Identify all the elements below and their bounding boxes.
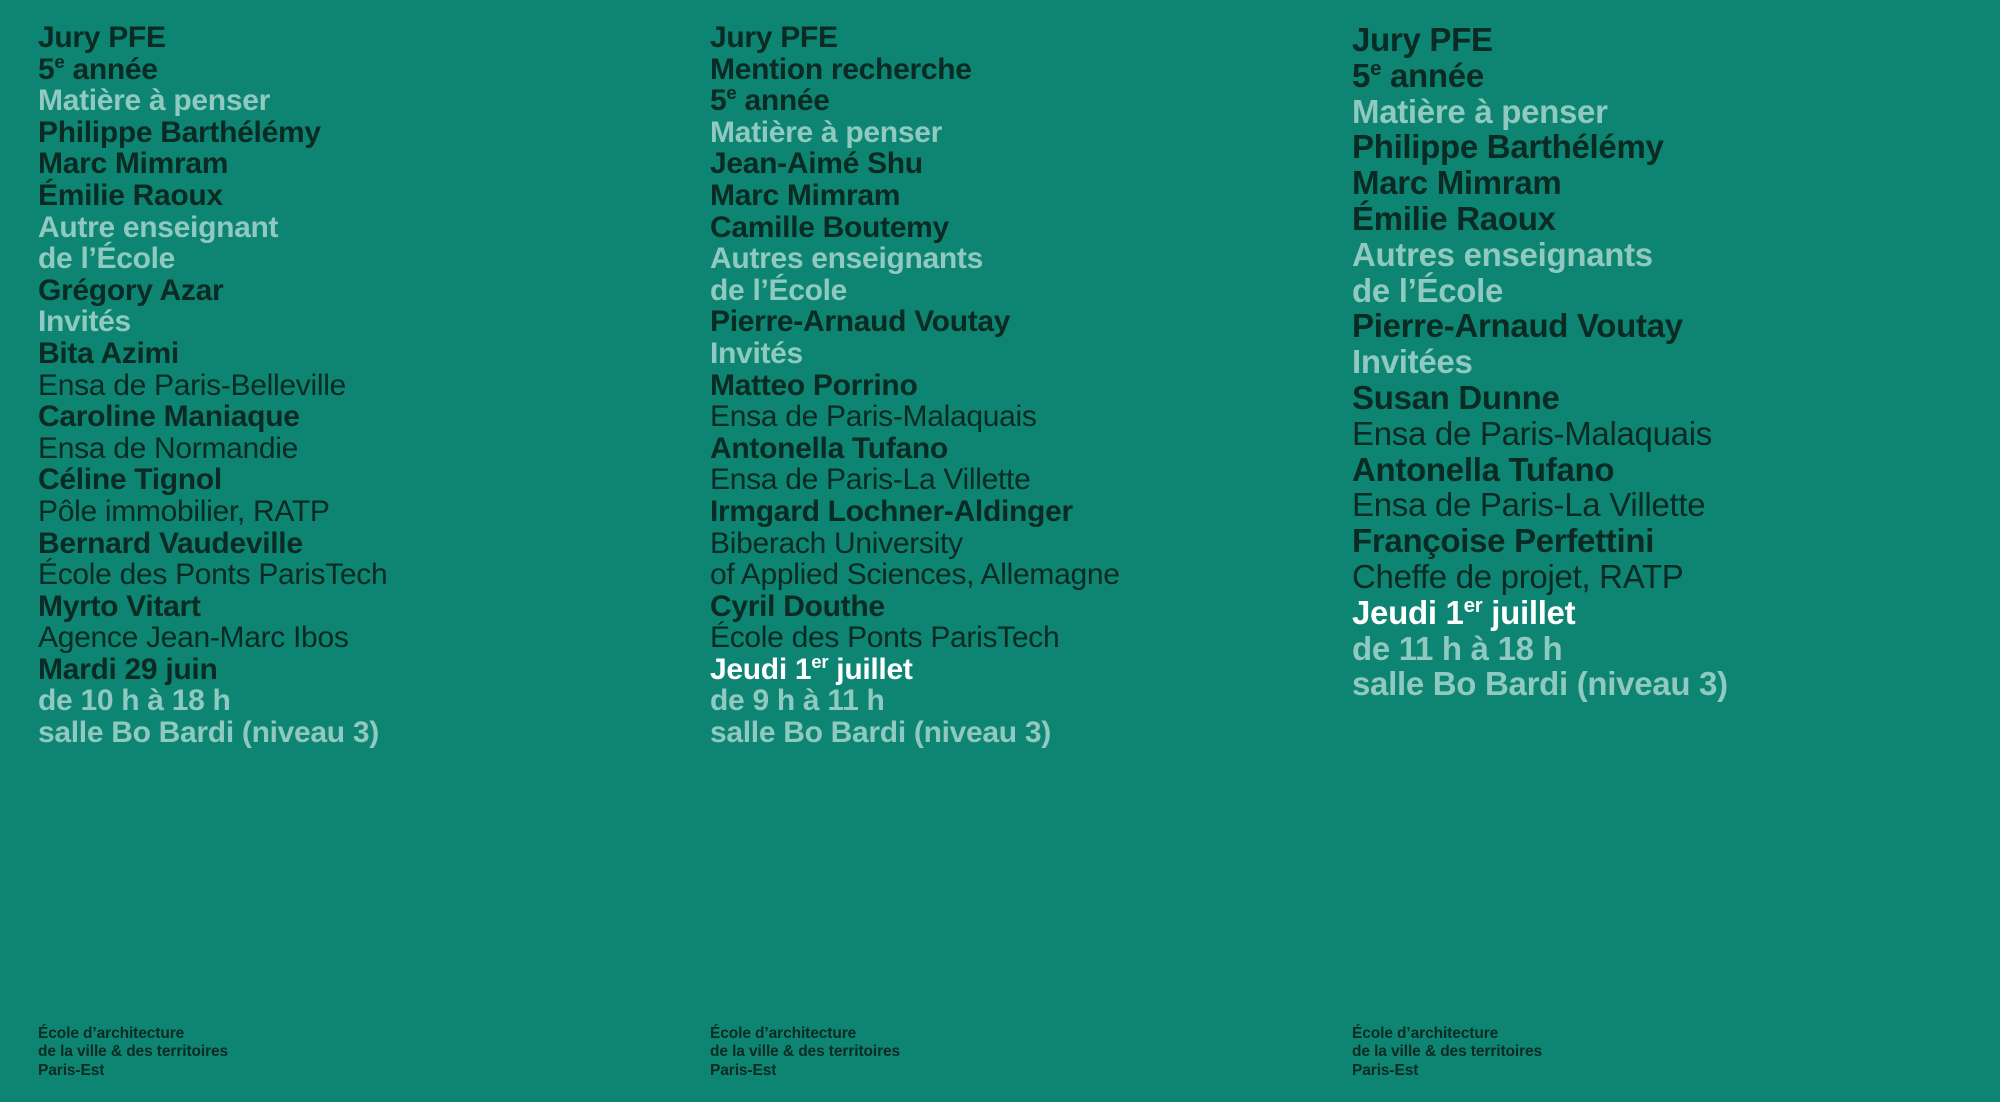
jury-column-2 (680, 0, 1320, 1102)
school-signature-line: Paris-Est (1352, 1061, 1419, 1079)
jury-line: Cyril Douthe (710, 589, 885, 623)
ordinal-superscript: e (1370, 56, 1382, 80)
jury-line: Ensa de Normandie (38, 431, 299, 465)
school-signature-line: de la ville & des territoires (710, 1043, 901, 1060)
jury-line: Agence Jean-Marc Ibos (38, 621, 349, 655)
jury-line: Philippe Barthélémy (38, 115, 321, 149)
jury-line: Matière à penser (710, 115, 942, 149)
school-signature-line: École d’architecture (710, 1024, 857, 1042)
jury-line: Invités (38, 305, 131, 339)
jury-line: Autres enseignants (1352, 235, 1653, 273)
school-signature-line: de la ville & des territoires (1352, 1043, 1543, 1060)
ordinal-superscript: e (726, 82, 737, 104)
jury-line: Autre enseignant (38, 210, 279, 244)
jury-line: of Applied Sciences, Allemagne (710, 558, 1120, 592)
ordinal-superscript: er (1463, 593, 1483, 617)
jury-column-1-lines (38, 22, 660, 749)
jury-line: 5e année (710, 82, 830, 118)
jury-line: Pierre-Arnaud Voutay (1352, 307, 1683, 345)
jury-line: Ensa de Paris-Belleville (38, 368, 346, 402)
jury-line: de l’École (710, 273, 848, 307)
school-signature-line: École d’architecture (38, 1024, 185, 1042)
jury-line: Bernard Vaudeville (38, 526, 303, 560)
jury-line: Céline Tignol (38, 463, 222, 497)
jury-column-1 (0, 0, 680, 1102)
jury-column-2-lines (710, 22, 1300, 749)
jury-line: salle Bo Bardi (niveau 3) (38, 716, 379, 750)
jury-line: Cheffe de projet, RATP (1352, 557, 1684, 595)
school-signature-line: de la ville & des territoires (38, 1043, 229, 1060)
jury-line: Biberach University (710, 526, 963, 560)
jury-line: Mardi 29 juin (38, 652, 218, 686)
jury-line: Émilie Raoux (1352, 199, 1556, 237)
jury-line: de 10 h à 18 h (38, 684, 231, 718)
jury-line: Autres enseignants (710, 242, 984, 276)
jury-line: de 11 h à 18 h (1352, 629, 1563, 667)
jury-line: Ensa de Paris-La Villette (710, 463, 1031, 497)
jury-line: Jean-Aimé Shu (710, 147, 923, 181)
jury-column-3-lines (1352, 22, 1980, 702)
jury-line: Ensa de Paris-Malaquais (1352, 414, 1712, 452)
jury-line: Philippe Barthélémy (1352, 128, 1664, 166)
jury-line: Pôle immobilier, RATP (38, 494, 330, 528)
jury-line: 5e année (1352, 56, 1484, 94)
jury-line: de l’École (1352, 271, 1504, 309)
jury-line: salle Bo Bardi (niveau 3) (710, 716, 1051, 750)
school-signature-3 (1352, 1025, 1542, 1081)
jury-line: 5e année (38, 50, 158, 86)
jury-line: de l’École (38, 242, 176, 276)
jury-line: Matière à penser (1352, 92, 1608, 130)
jury-line: Myrto Vitart (38, 589, 201, 623)
jury-line: Marc Mimram (38, 147, 229, 181)
jury-line: École des Ponts ParisTech (38, 558, 388, 592)
jury-line: Matteo Porrino (710, 368, 918, 402)
jury-line: Grégory Azar (38, 273, 224, 307)
jury-line: Marc Mimram (710, 178, 901, 212)
jury-line: Jeudi 1er juillet (710, 650, 913, 686)
jury-line: Invitées (1352, 343, 1473, 381)
school-signature-1 (38, 1025, 228, 1081)
school-signature-line: École d’architecture (1352, 1024, 1499, 1042)
jury-line: Invités (710, 336, 803, 370)
jury-line: Mention recherche (710, 52, 972, 86)
jury-line: Matière à penser (38, 84, 270, 118)
ordinal-superscript: er (811, 650, 829, 672)
jury-line: Antonella Tufano (1352, 450, 1615, 488)
jury-line: Antonella Tufano (710, 431, 948, 465)
ordinal-superscript: e (54, 50, 65, 72)
school-signature-2 (710, 1025, 900, 1081)
jury-line: Ensa de Paris-Malaquais (710, 400, 1037, 434)
jury-line: Irmgard Lochner-Aldinger (710, 494, 1073, 528)
jury-line: Jeudi 1er juillet (1352, 593, 1576, 631)
jury-line: Jury PFE (710, 21, 838, 54)
jury-line: École des Ponts ParisTech (710, 621, 1060, 655)
jury-line: Émilie Raoux (38, 178, 223, 212)
jury-column-3 (1320, 0, 2000, 1102)
jury-line: salle Bo Bardi (niveau 3) (1352, 665, 1728, 703)
jury-line: Caroline Maniaque (38, 400, 300, 434)
jury-line: Jury PFE (38, 21, 166, 54)
jury-line: Françoise Perfettini (1352, 522, 1655, 560)
school-signature-line: Paris-Est (710, 1061, 777, 1079)
jury-line: Ensa de Paris-La Villette (1352, 486, 1706, 524)
school-signature-line: Paris-Est (38, 1061, 105, 1079)
jury-line: Bita Azimi (38, 336, 179, 370)
jury-line: Jury PFE (1352, 21, 1493, 58)
jury-line: Susan Dunne (1352, 378, 1560, 416)
jury-line: de 9 h à 11 h (710, 684, 885, 718)
jury-line: Camille Boutemy (710, 210, 949, 244)
jury-line: Marc Mimram (1352, 164, 1562, 202)
jury-line: Pierre-Arnaud Voutay (710, 305, 1011, 339)
